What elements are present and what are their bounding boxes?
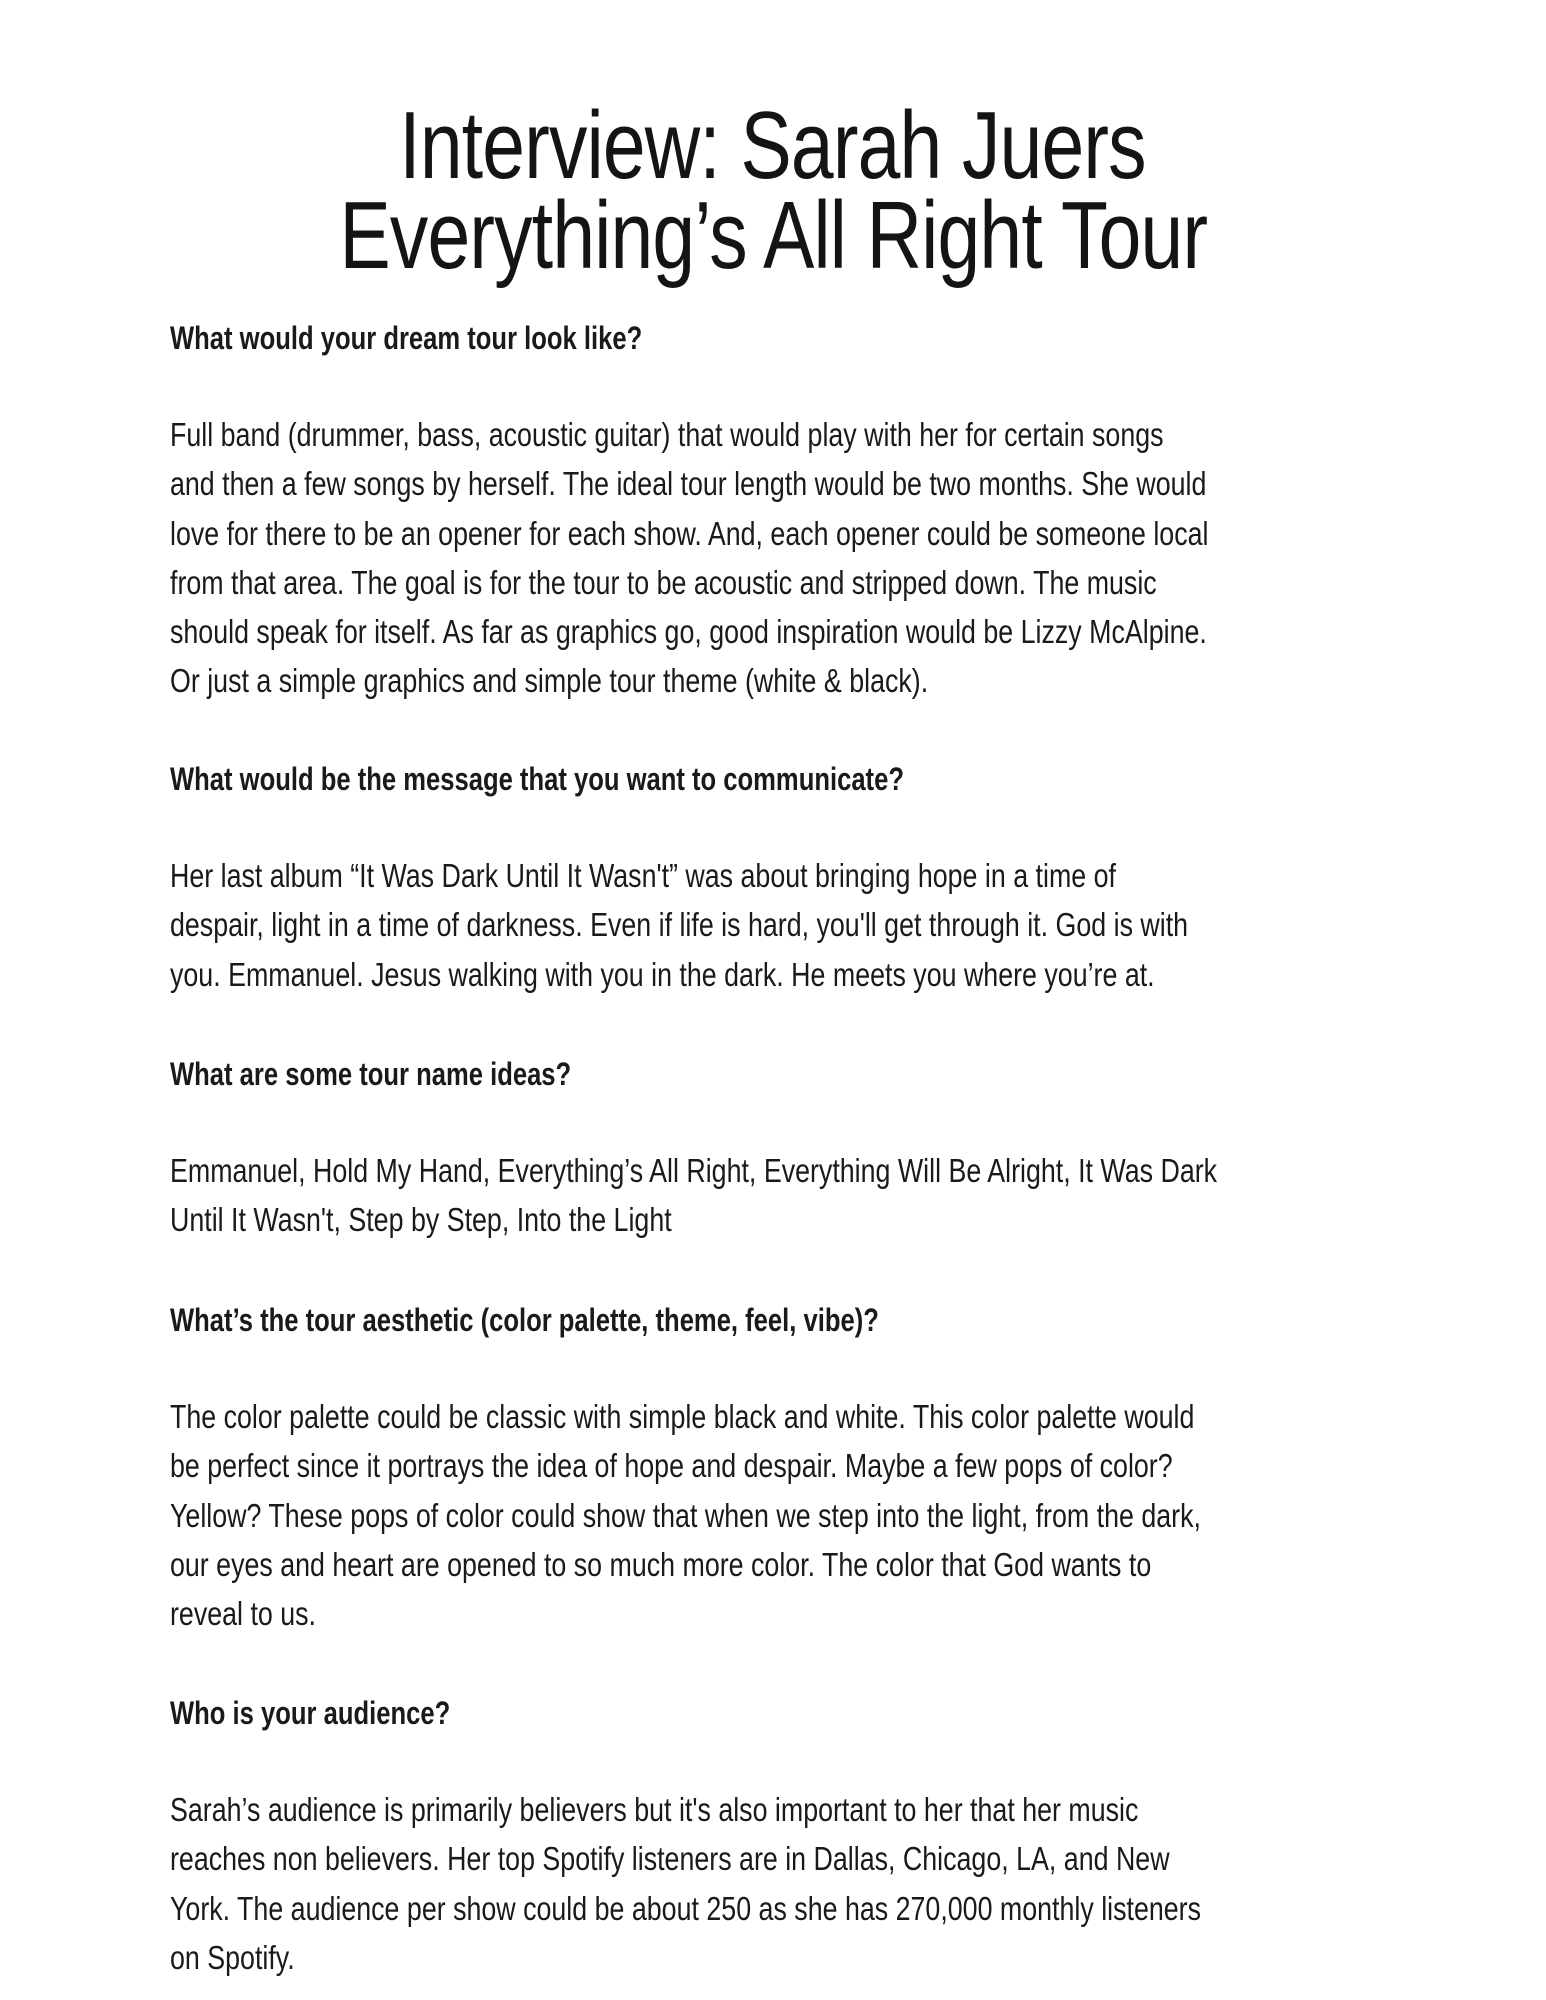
- answer-line-text: Yellow? These pops of color could show that when we step into the light, from the dark,: [170, 1497, 1201, 1535]
- question-tour-names: [170, 1054, 671, 1094]
- answer-line: [170, 411, 1468, 460]
- answer-line: [170, 460, 1468, 509]
- answer-line: [170, 1835, 1459, 1884]
- answer-line-text: despair, light in a time of darkness. Even if life is hard, you'll get through it. God is with: [170, 907, 1189, 945]
- answer-line-text: our eyes and heart are opened to so much more color. The color that God wants to: [170, 1546, 1152, 1584]
- answer-audience: [170, 1786, 1459, 1983]
- answer-line-text: reaches non believers. Her top Spotify listeners are in Dallas, Chicago, LA, and New: [170, 1841, 1170, 1879]
- answer-line: [170, 1492, 1459, 1541]
- answer-line: [170, 1786, 1459, 1835]
- question-text: What’s the tour aesthetic (color palette, theme, feel, vibe)?: [170, 1302, 879, 1338]
- answer-line: [170, 1393, 1459, 1442]
- answer-line: [170, 559, 1468, 608]
- answer-line: [170, 1934, 1459, 1983]
- answer-line-text: Until It Wasn't, Step by Step, Into the Light: [170, 1202, 672, 1240]
- answer-line-text: on Spotify.: [170, 1939, 295, 1977]
- answer-line: [170, 657, 1468, 706]
- document-title-line-2: [0, 182, 1546, 289]
- answer-line: [170, 951, 1443, 1000]
- answer-line-text: and then a few songs by herself. The ideal tour length would be two months. She would: [170, 466, 1207, 504]
- answer-line: [170, 1147, 1479, 1196]
- title-text-2: Everything’s All Right Tour: [339, 182, 1207, 289]
- answer-tour-aesthetic: [170, 1393, 1459, 1639]
- answer-line-text: reveal to us.: [170, 1596, 316, 1634]
- question-tour-aesthetic: [170, 1300, 1056, 1340]
- answer-line-text: Emmanuel, Hold My Hand, Everything’s All Right, Everything Will Be Alright, It Was Dark: [170, 1153, 1218, 1190]
- answer-line: [170, 1541, 1459, 1590]
- answer-tour-names: [170, 1147, 1479, 1246]
- answer-line: [170, 1196, 1479, 1245]
- question-text: What would your dream tour look like?: [170, 320, 643, 356]
- answer-dream-tour: [170, 411, 1468, 707]
- answer-line: [170, 852, 1443, 901]
- question-audience: [170, 1693, 520, 1733]
- answer-line: [170, 510, 1468, 559]
- answer-line-text: should speak for itself. As far as graphics go, good inspiration would be Lizzy McAlpine.: [170, 614, 1207, 652]
- answer-line: [170, 608, 1468, 657]
- answer-message: [170, 852, 1443, 1000]
- answer-line: [170, 1590, 1459, 1639]
- answer-line-text: love for there to be an opener for each show. And, each opener could be someone local: [170, 515, 1209, 553]
- answer-line: [170, 1442, 1459, 1491]
- answer-line: [170, 1885, 1459, 1934]
- question-text: What are some tour name ideas?: [170, 1056, 572, 1092]
- question-text: What would be the message that you want to communicate?: [170, 761, 904, 797]
- question-message: [170, 759, 1087, 799]
- answer-line-text: be perfect since it portrays the idea of hope and despair. Maybe a few pops of color?: [170, 1448, 1173, 1486]
- answer-line-text: you. Emmanuel. Jesus walking with you in the dark. He meets you where you’re at.: [170, 956, 1155, 994]
- answer-line-text: Sarah’s audience is primarily believers but it's also important to her that her music: [170, 1792, 1139, 1829]
- answer-line-text: from that area. The goal is for the tour to be acoustic and stripped down. The music: [170, 564, 1157, 602]
- answer-line-text: The color palette could be classic with simple black and white. This color palette would: [170, 1399, 1195, 1436]
- document-title-line-1: [0, 92, 1546, 199]
- answer-line-text: Full band (drummer, bass, acoustic guitar) that would play with her for certain songs: [170, 417, 1164, 454]
- answer-line-text: York. The audience per show could be about 250 as she has 270,000 monthly listeners: [170, 1890, 1202, 1928]
- question-text: Who is your audience?: [170, 1695, 451, 1731]
- answer-line: [170, 901, 1443, 950]
- title-text-1: Interview: Sarah Juers: [399, 92, 1147, 199]
- answer-line-text: Or just a simple graphics and simple tour theme (white & black).: [170, 663, 929, 701]
- question-dream-tour: [170, 318, 760, 358]
- answer-line-text: Her last album “It Was Dark Until It Wasn't” was about bringing hope in a time of: [170, 858, 1116, 895]
